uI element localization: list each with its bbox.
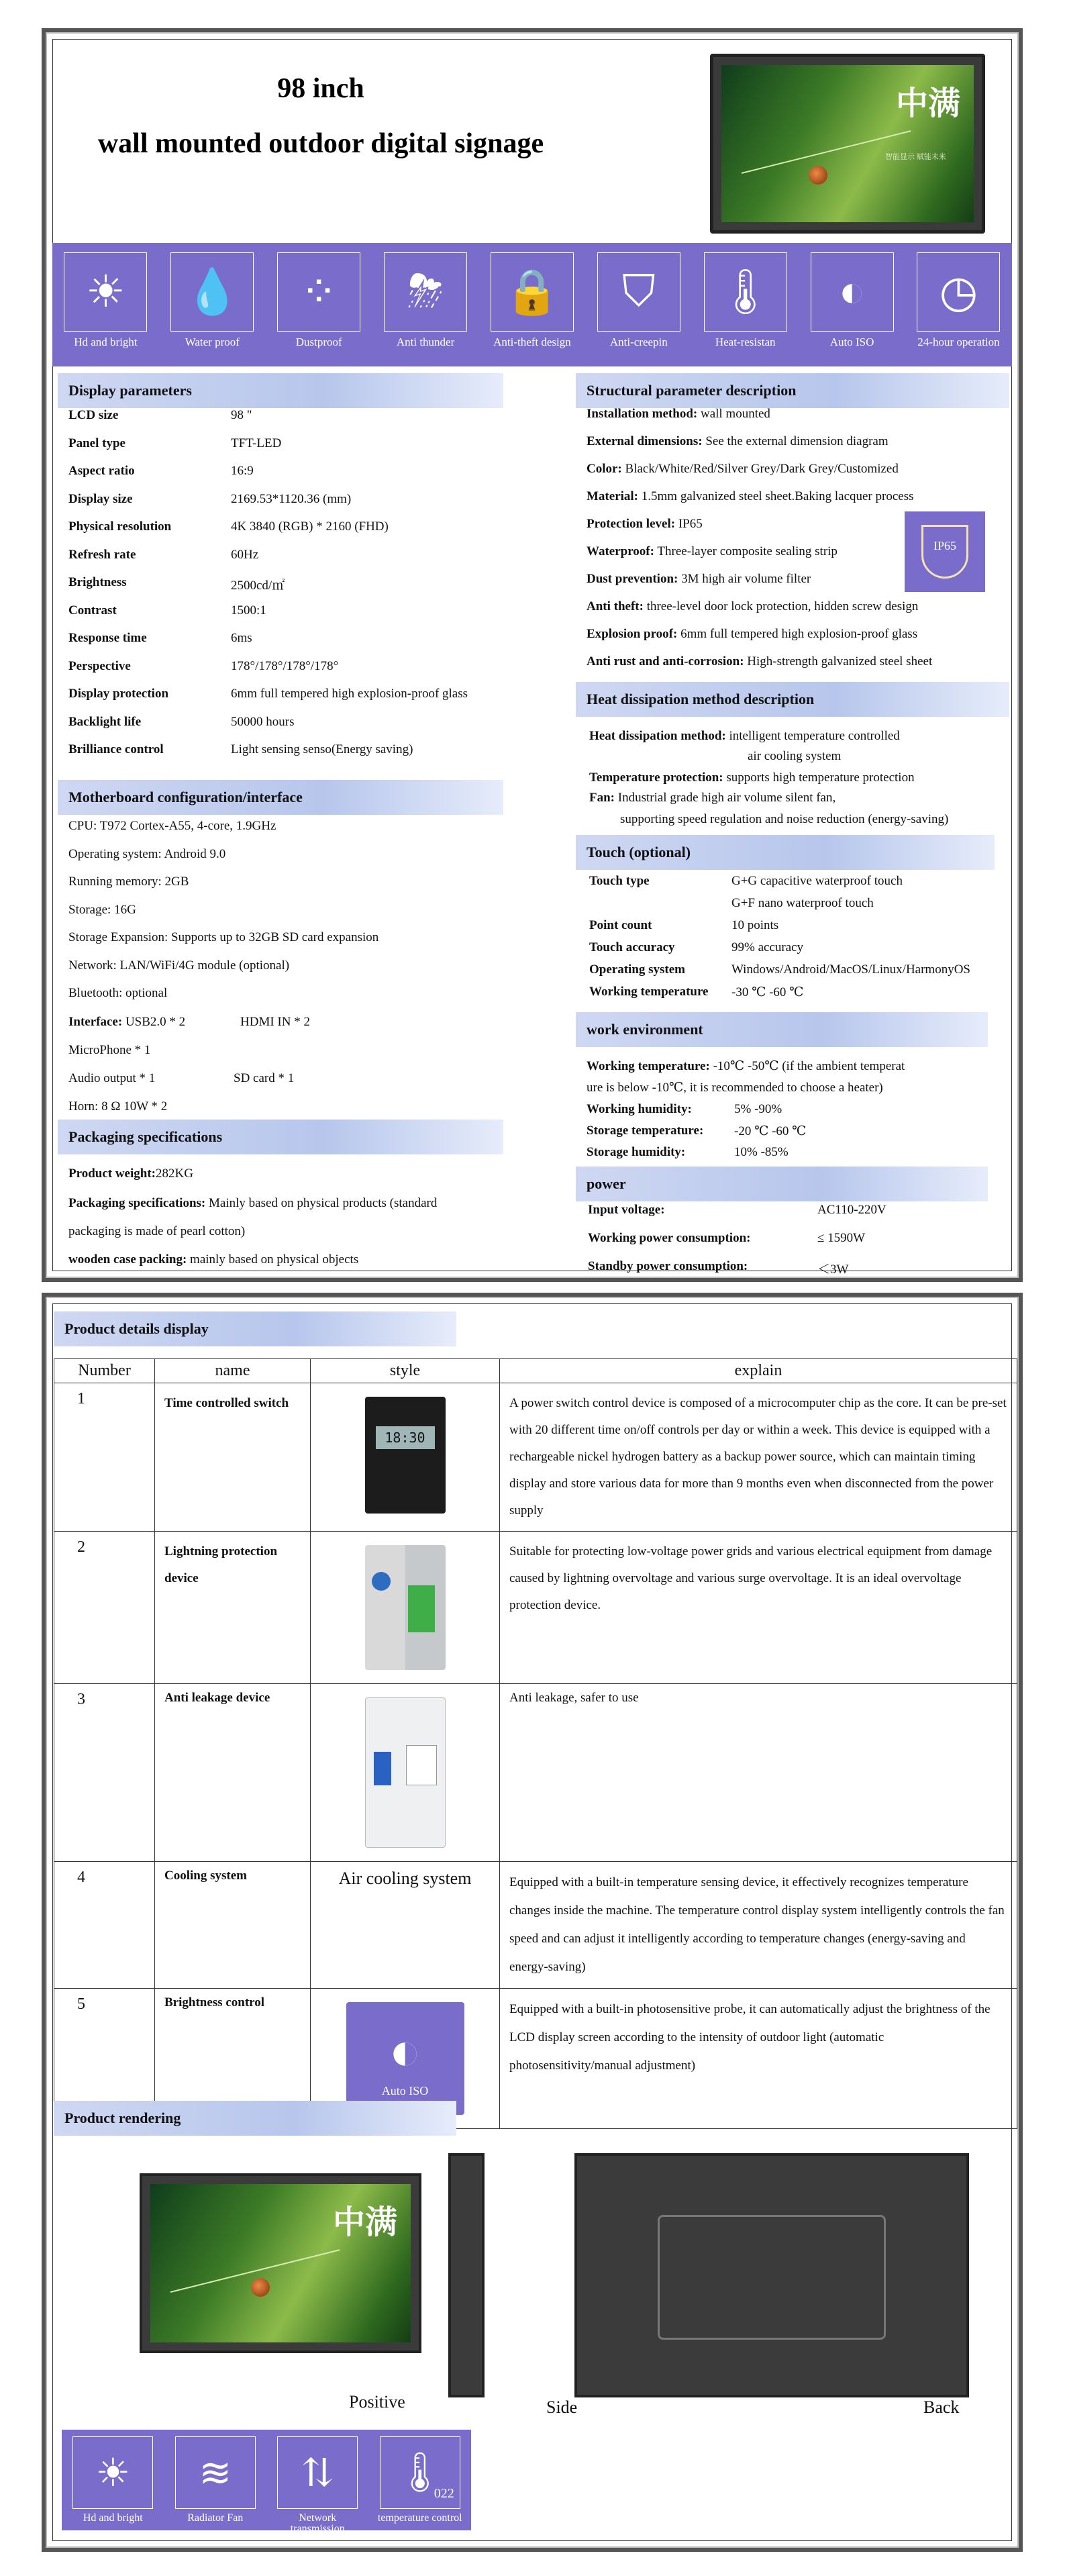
- env-wt-row: [587, 1059, 905, 1074]
- param-label: Brightness: [68, 575, 127, 589]
- back-label: Back: [923, 2397, 960, 2417]
- touch-label: Working temperature: [589, 985, 709, 999]
- row-style: [311, 1684, 500, 1862]
- table-row: [54, 1532, 1017, 1684]
- col-name: name: [155, 1359, 311, 1383]
- auto-iso-badge: [346, 2002, 464, 2115]
- packaging-header: Packaging specifications: [58, 1120, 503, 1154]
- feature-item: [909, 252, 1008, 349]
- feature-label: Anti-creepin: [609, 336, 668, 348]
- weight-value: 282KG: [156, 1167, 193, 1181]
- heat-fan-label: Fan:: [589, 791, 615, 805]
- snail-graphic: [251, 2278, 270, 2297]
- side-render-image: [448, 2153, 485, 2397]
- structure-label: Color:: [587, 462, 622, 476]
- param-value: 16:9: [231, 464, 254, 478]
- heat-fan-row: [589, 791, 835, 805]
- feature-label: Hd and bright: [74, 336, 138, 348]
- param-value: 60Hz: [231, 547, 259, 562]
- row-explain: Equipped with a built-in temperature sensing device, it effectively recognizes temperature changes inside the machine. The temperature control display system intelligently controls the fan speed and can adjust it intelligently according to temperature changes (energy-saving and energy-saving): [500, 1862, 1017, 1989]
- param-value: 4K 3840 (RGB) * 2160 (FHD): [231, 519, 389, 534]
- leakage-breaker-image: [365, 1697, 446, 1848]
- positive-label: Positive: [349, 2392, 405, 2412]
- mainboard-line: Storage: 16G: [68, 902, 136, 917]
- touch-label: Touch accuracy: [589, 940, 675, 954]
- sun-icon: ☀: [64, 252, 147, 332]
- param-value: 50000 hours: [231, 714, 295, 729]
- env-header: work environment: [576, 1012, 988, 1047]
- param-value: 6mm full tempered high explosion-proof glass: [231, 687, 468, 701]
- power-label: Working power consumption:: [588, 1231, 751, 1245]
- touch-value: 10 points: [731, 918, 779, 932]
- timer-display: 18:30: [376, 1426, 435, 1449]
- touch-value: -30 ℃ -60 ℃: [731, 985, 804, 999]
- mainboard-line: Bluetooth: optional: [68, 986, 168, 1000]
- row-number: 1: [54, 1383, 155, 1532]
- dust-grid-icon: ⁘: [277, 252, 360, 332]
- structure-value: 1.5mm galvanized steel sheet.Baking lacquer process: [641, 489, 914, 503]
- thunder-cloud-icon: ⛈: [384, 252, 467, 332]
- bottom-icon-item: [270, 2436, 364, 2534]
- feature-label: Anti thunder: [396, 336, 455, 348]
- param-label: Perspective: [68, 658, 131, 673]
- horn-row: Horn: 8 Ω 10W * 2: [68, 1099, 168, 1113]
- param-label: Response time: [68, 631, 147, 645]
- heat-method-row: [589, 729, 900, 744]
- feature-item: [269, 252, 368, 349]
- heat-method-value: intelligent temperature controlled: [729, 729, 900, 743]
- structure-label: Anti rust and anti-corrosion:: [587, 654, 744, 668]
- render-brand: 中满: [332, 2205, 397, 2240]
- touch-value: G+G capacitive waterproof touch: [731, 874, 903, 888]
- mainboard-line: Network: LAN/WiFi/4G module (optional): [68, 958, 290, 973]
- row-explain: A power switch control device is composed of a microcomputer chip as the core. It can be pre-set with 20 different time on/off controls per day or within a week. This device is equipped with a rechargeable nickel hydrogen battery as a backup power source, which can maintain timing display and store various data for more than 9 months even when disconnected from the power supply: [500, 1383, 1017, 1532]
- power-value: ≤ 1590W: [817, 1231, 866, 1245]
- structure-header: Structural parameter description: [576, 373, 1009, 408]
- param-value: 98 ": [231, 408, 252, 422]
- interface-hdmi: HDMI IN * 2: [240, 1015, 310, 1029]
- bottom-icon-label: Radiator Fan: [187, 2512, 244, 2524]
- row-style: [311, 1532, 500, 1684]
- feature-item: [56, 252, 155, 349]
- param-value: 2169.53*1120.36 (mm): [231, 491, 352, 506]
- col-number: Number: [54, 1359, 155, 1383]
- param-value: 2500cd/㎡: [231, 579, 285, 593]
- network-arrows-icon: ⇅: [277, 2436, 358, 2509]
- padlock-icon: 🔒: [491, 252, 574, 332]
- power-value: AC110-220V: [817, 1203, 886, 1217]
- thermometer-icon: 🌡 022: [380, 2436, 460, 2509]
- heat-method-label: Heat dissipation method:: [589, 729, 726, 743]
- param-value: TFT-LED: [231, 436, 282, 450]
- temp-readout: 022: [434, 2486, 454, 2501]
- water-drops-icon: 💧: [170, 252, 254, 332]
- bottom-icon-item: [168, 2436, 262, 2524]
- wood-label: wooden case packing:: [68, 1252, 187, 1267]
- feature-item: [376, 252, 475, 349]
- touch-header: Touch (optional): [576, 835, 995, 870]
- title-line1: 98 inch: [277, 73, 364, 104]
- structure-label: Explosion proof:: [587, 627, 678, 641]
- front-render-image: [140, 2173, 421, 2353]
- table-row: [54, 1684, 1017, 1862]
- title-line2: wall mounted outdoor digital signage: [97, 128, 544, 159]
- structure-row: [587, 654, 932, 669]
- display-params-header: Display parameters: [58, 373, 503, 408]
- side-label: Side: [546, 2397, 578, 2417]
- structure-row: [587, 544, 838, 559]
- param-value: 6ms: [231, 631, 252, 645]
- feature-item: [162, 252, 262, 349]
- touch-value: G+F nano waterproof touch: [731, 896, 874, 910]
- touch-value: Windows/Android/MacOS/Linux/HarmonyOS: [731, 962, 970, 977]
- feature-label: Heat-resistan: [715, 336, 776, 348]
- env-wt-label: Working temperature:: [587, 1059, 710, 1073]
- thermometer-icon: 🌡: [704, 252, 787, 332]
- structure-row: [587, 489, 914, 504]
- feature-item: [483, 252, 582, 349]
- feature-label: 24-hour operation: [917, 336, 1000, 348]
- param-value: 178°/178°/178°/178°: [231, 658, 339, 673]
- touch-label: Point count: [589, 918, 652, 932]
- row-number: 5: [54, 1989, 155, 2129]
- row-name: Cooling system: [155, 1862, 311, 1989]
- touch-label: Touch type: [589, 874, 650, 888]
- param-value: 1500:1: [231, 603, 266, 617]
- feature-item: [803, 252, 902, 349]
- structure-value: 3M high air volume filter: [681, 572, 811, 586]
- env-wt-row2: ure is below -10℃, it is recommended to choose a heater): [587, 1081, 883, 1095]
- mainboard-line: Operating system: Android 9.0: [68, 846, 226, 861]
- pack-spec-value: Mainly based on physical products (standard: [209, 1196, 438, 1210]
- structure-value: 6mm full tempered high explosion-proof glass: [680, 627, 918, 641]
- structure-row: [587, 627, 917, 642]
- pack-spec-label: Packaging specifications:: [68, 1196, 206, 1210]
- feature-item: [696, 252, 795, 349]
- bottom-icon-label: Hd and bright: [83, 2512, 143, 2524]
- hero-sub: 智能显示 赋能未来: [885, 153, 946, 161]
- structure-label: External dimensions:: [587, 434, 703, 448]
- interface-label: Interface:: [68, 1015, 123, 1029]
- env-label: Storage temperature:: [587, 1124, 704, 1138]
- weight-row: [68, 1167, 193, 1181]
- ip65-badge: [905, 511, 985, 592]
- structure-row: [587, 462, 899, 477]
- pack-spec-row: [68, 1196, 437, 1211]
- interface-usb: USB2.0 * 2: [125, 1015, 186, 1029]
- feature-label: Dustproof: [295, 336, 342, 348]
- env-label: Working humidity:: [587, 1102, 692, 1116]
- wood-value: mainly based on physical objects: [190, 1252, 359, 1267]
- col-explain: explain: [500, 1359, 1017, 1383]
- structure-label: Protection level:: [587, 517, 676, 531]
- param-label: Contrast: [68, 603, 117, 617]
- heat-fan-row2: supporting speed regulation and noise reduction (energy-saving): [620, 812, 949, 826]
- row-explain: Suitable for protecting low-voltage power grids and various electrical equipment from damage caused by lightning overvoltage and various surge overvoltage. It is an ideal overvoltage protection device.: [500, 1532, 1017, 1684]
- bottom-icon-label: Network transmission: [290, 2512, 345, 2534]
- structure-label: Dust prevention:: [587, 572, 678, 586]
- structure-value: IP65: [678, 517, 703, 531]
- details-table: [54, 1358, 1017, 2129]
- param-label: Aspect ratio: [68, 464, 135, 478]
- table-row: [54, 1383, 1017, 1532]
- structure-row: [587, 572, 811, 587]
- mainboard-line: Storage Expansion: Supports up to 32GB SD card expansion: [68, 930, 379, 944]
- structure-label: Waterproof:: [587, 544, 654, 558]
- hero-product-image: [710, 54, 985, 234]
- param-value: Light sensing senso(Energy saving): [231, 742, 413, 756]
- microphone-row: MicroPhone * 1: [68, 1043, 151, 1057]
- heat-temp-row: [589, 771, 915, 785]
- bottom-icon-item: [66, 2436, 160, 2524]
- row-explain: Anti leakage, safer to use: [500, 1684, 1017, 1862]
- pack-spec-row2: packaging is made of pearl cotton): [68, 1224, 246, 1238]
- structure-value: three-level door lock protection, hidden screw design: [646, 599, 919, 613]
- weight-label: Product weight:: [68, 1167, 156, 1181]
- mainboard-line: Running memory: 2GB: [68, 875, 189, 889]
- bottom-icon-label: temperature control: [377, 2512, 462, 2524]
- clock-24-icon: ◷: [917, 252, 1000, 332]
- row-explain: Equipped with a built-in photosensitive probe, it can automatically adjust the brightness of the LCD display screen according to the intensity of outdoor light (automatic photosensitivity/manual adjustment): [500, 1989, 1017, 2129]
- heat-header: Heat dissipation method description: [576, 682, 1009, 717]
- spec-sheet: [42, 28, 1023, 1282]
- half-sun-icon: ◐: [389, 2022, 421, 2081]
- mainboard-header: Motherboard configuration/interface: [58, 780, 503, 815]
- row-number: 3: [54, 1684, 155, 1862]
- row-style: [311, 1383, 500, 1532]
- ip65-shield-icon: IP65: [921, 525, 968, 579]
- row-name: Lightning protection device: [155, 1532, 311, 1684]
- structure-row: [587, 599, 918, 614]
- env-value: 5% -90%: [734, 1102, 782, 1116]
- surge-protector-image: [365, 1545, 446, 1670]
- row-number: 4: [54, 1862, 155, 1989]
- wood-row: [68, 1252, 358, 1267]
- param-label: Panel type: [68, 436, 125, 450]
- power-label: Input voltage:: [588, 1203, 665, 1217]
- param-label: Brilliance control: [68, 742, 164, 756]
- details-sheet: [42, 1293, 1023, 2552]
- interface-row: [68, 1015, 185, 1030]
- power-header: power: [576, 1167, 988, 1201]
- heat-temp-label: Temperature protection:: [589, 771, 723, 785]
- back-render-image: [574, 2153, 969, 2397]
- feature-label: Auto ISO: [829, 336, 874, 348]
- feature-item: [589, 252, 689, 349]
- heat-fan-value: Industrial grade high air volume silent fan,: [617, 791, 836, 805]
- hero-brand: 中满: [895, 86, 960, 121]
- structure-value: See the external dimension diagram: [705, 434, 889, 448]
- row-number: 2: [54, 1532, 155, 1684]
- half-sun-icon: ◐: [811, 252, 894, 332]
- param-label: Backlight life: [68, 714, 142, 729]
- env-value: 10% -85%: [734, 1145, 789, 1159]
- power-label: Standby power consumption:: [588, 1259, 748, 1273]
- structure-row: [587, 517, 703, 532]
- structure-label: Anti theft:: [587, 599, 644, 613]
- feature-label: Water proof: [185, 336, 240, 348]
- param-label: LCD size: [68, 408, 119, 422]
- audio-row: Audio output * 1: [68, 1071, 156, 1085]
- structure-label: Installation method:: [587, 407, 698, 421]
- touch-label: Operating system: [589, 962, 686, 977]
- rendering-header: Product rendering: [54, 2101, 456, 2136]
- structure-value: High-strength galvanized steel sheet: [747, 654, 933, 668]
- col-style: style: [311, 1359, 500, 1383]
- param-label: Display size: [68, 491, 133, 506]
- structure-row: [587, 434, 889, 449]
- param-label: Display protection: [68, 687, 169, 701]
- power-value: ＜3W: [817, 1262, 849, 1277]
- structure-value: Three-layer composite sealing strip: [657, 544, 838, 558]
- details-header: Product details display: [54, 1311, 456, 1346]
- timer-switch-image: [365, 1397, 446, 1514]
- feature-label: Anti-theft design: [493, 336, 571, 348]
- structure-row: [587, 407, 770, 422]
- sd-row: SD card * 1: [234, 1071, 295, 1085]
- bottom-icon-bar: [62, 2430, 471, 2534]
- row-name: Brightness control: [155, 1989, 311, 2129]
- radiator-fan-icon: ≋: [175, 2436, 256, 2509]
- snail-graphic: [809, 166, 827, 185]
- param-label: Refresh rate: [68, 547, 136, 562]
- env-wt-value: -10℃ -50℃ (if the ambient temperat: [713, 1059, 905, 1073]
- heat-temp-value: supports high temperature protection: [726, 771, 915, 785]
- shield-icon: ⛉: [597, 252, 680, 332]
- feature-icon-bar: [52, 243, 1012, 366]
- structure-value: wall mounted: [700, 407, 770, 421]
- heat-method-row2: air cooling system: [748, 749, 842, 763]
- structure-value: Black/White/Red/Silver Grey/Dark Grey/Customized: [625, 462, 899, 476]
- structure-label: Material:: [587, 489, 639, 503]
- param-label: Physical resolution: [68, 519, 172, 534]
- sun-icon: ☀: [72, 2436, 153, 2509]
- row-style: Air cooling system: [311, 1862, 500, 1989]
- env-label: Storage humidity:: [587, 1145, 686, 1159]
- bottom-icon-item: [373, 2436, 467, 2524]
- env-value: -20 ℃ -60 ℃: [734, 1124, 807, 1138]
- touch-value: 99% accuracy: [731, 940, 804, 954]
- mainboard-line: CPU: T972 Cortex-A55, 4-core, 1.9GHz: [68, 819, 276, 833]
- auto-iso-label: Auto ISO: [381, 2083, 429, 2097]
- row-name: Time controlled switch: [155, 1383, 311, 1532]
- table-row: [54, 1862, 1017, 1989]
- row-name: Anti leakage device: [155, 1684, 311, 1862]
